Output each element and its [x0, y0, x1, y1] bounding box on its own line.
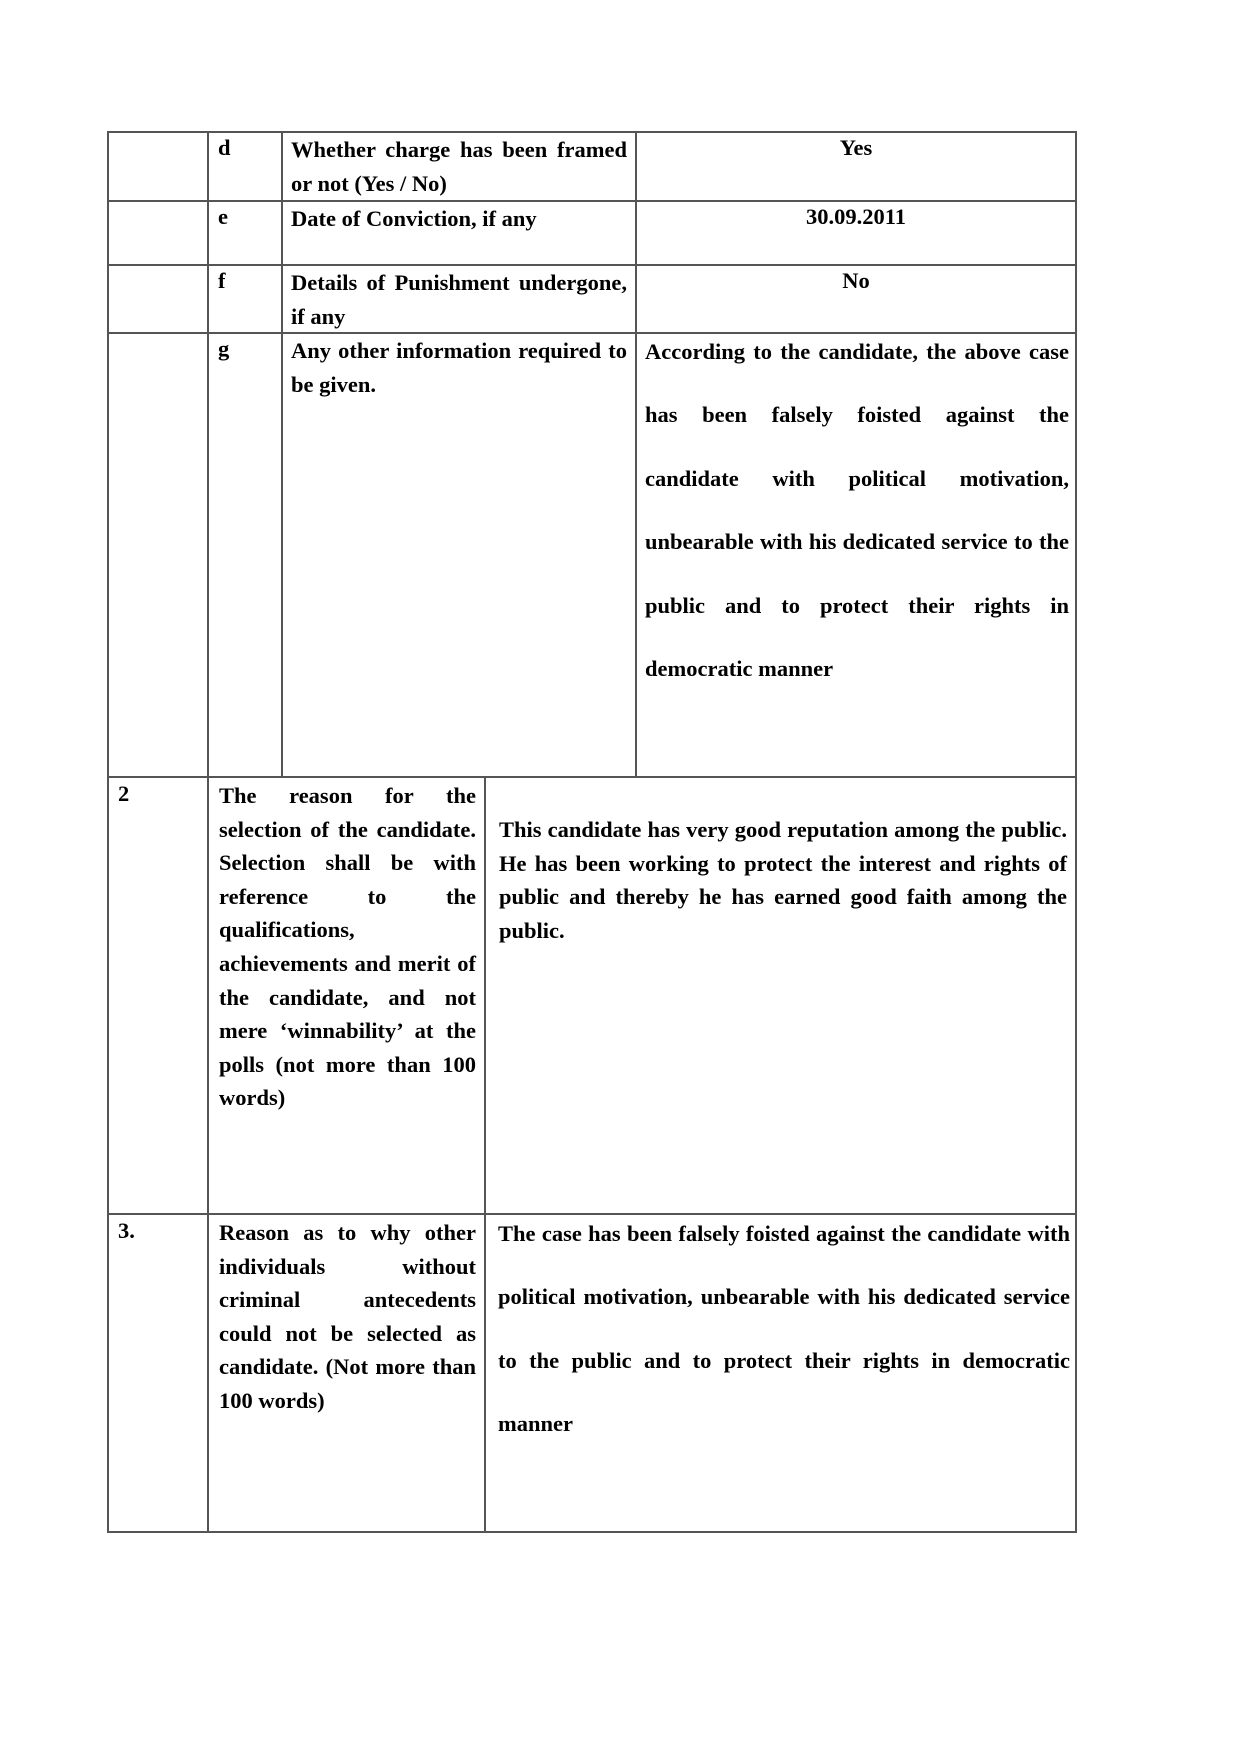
row-label: Date of Conviction, if any [291, 206, 537, 231]
row-value: This candidate has very good reputation among the public. He has been working to protect the interest and rights of public and thereby he has earned good faith among the public. [499, 817, 1067, 943]
row-label: The reason for the selection of the candidate. Selection shall be with reference to the qualifications, achievements and merit of the candidate, and not mere ‘winnability’ at the polls (not more than 100 words) [219, 783, 476, 1111]
table-border-right [1075, 131, 1077, 1533]
col-divider [281, 131, 283, 777]
row-value: Yes [839, 135, 873, 160]
row-number: 3. [118, 1218, 135, 1243]
row-letter: e [218, 204, 228, 229]
row-value: 30.09.2011 [805, 204, 906, 229]
row-value: The case has been falsely foisted against the candidate with political motivation, unbearable with his dedicated service to the public and to protect their rights in democratic manner [498, 1221, 1070, 1437]
col-divider [207, 131, 209, 1533]
row-letter: g [218, 336, 230, 361]
col-divider [484, 777, 486, 1532]
row-label: Whether charge has been framed or not (Yes / No) [291, 137, 627, 196]
row-value: According to the candidate, the above case has been falsely foisted against the candidate with political motivation, unbearable with his dedicated service to the public and to protect their rights in democratic manner [645, 339, 1069, 682]
row-label: Any other information required to be given. [291, 338, 627, 397]
row-value: No [842, 268, 870, 293]
table-border-bottom [107, 1531, 1077, 1533]
row-number: 2 [118, 781, 130, 806]
row-letter: d [218, 135, 231, 160]
row-label: Details of Punishment undergone, if any [291, 270, 627, 329]
table-border-left [107, 131, 109, 1533]
row-divider [107, 776, 1077, 778]
row-label: Reason as to why other individuals without criminal antecedents could not be selected as candidate. (Not more than 100 words) [219, 1220, 476, 1413]
row-letter: f [218, 268, 226, 293]
